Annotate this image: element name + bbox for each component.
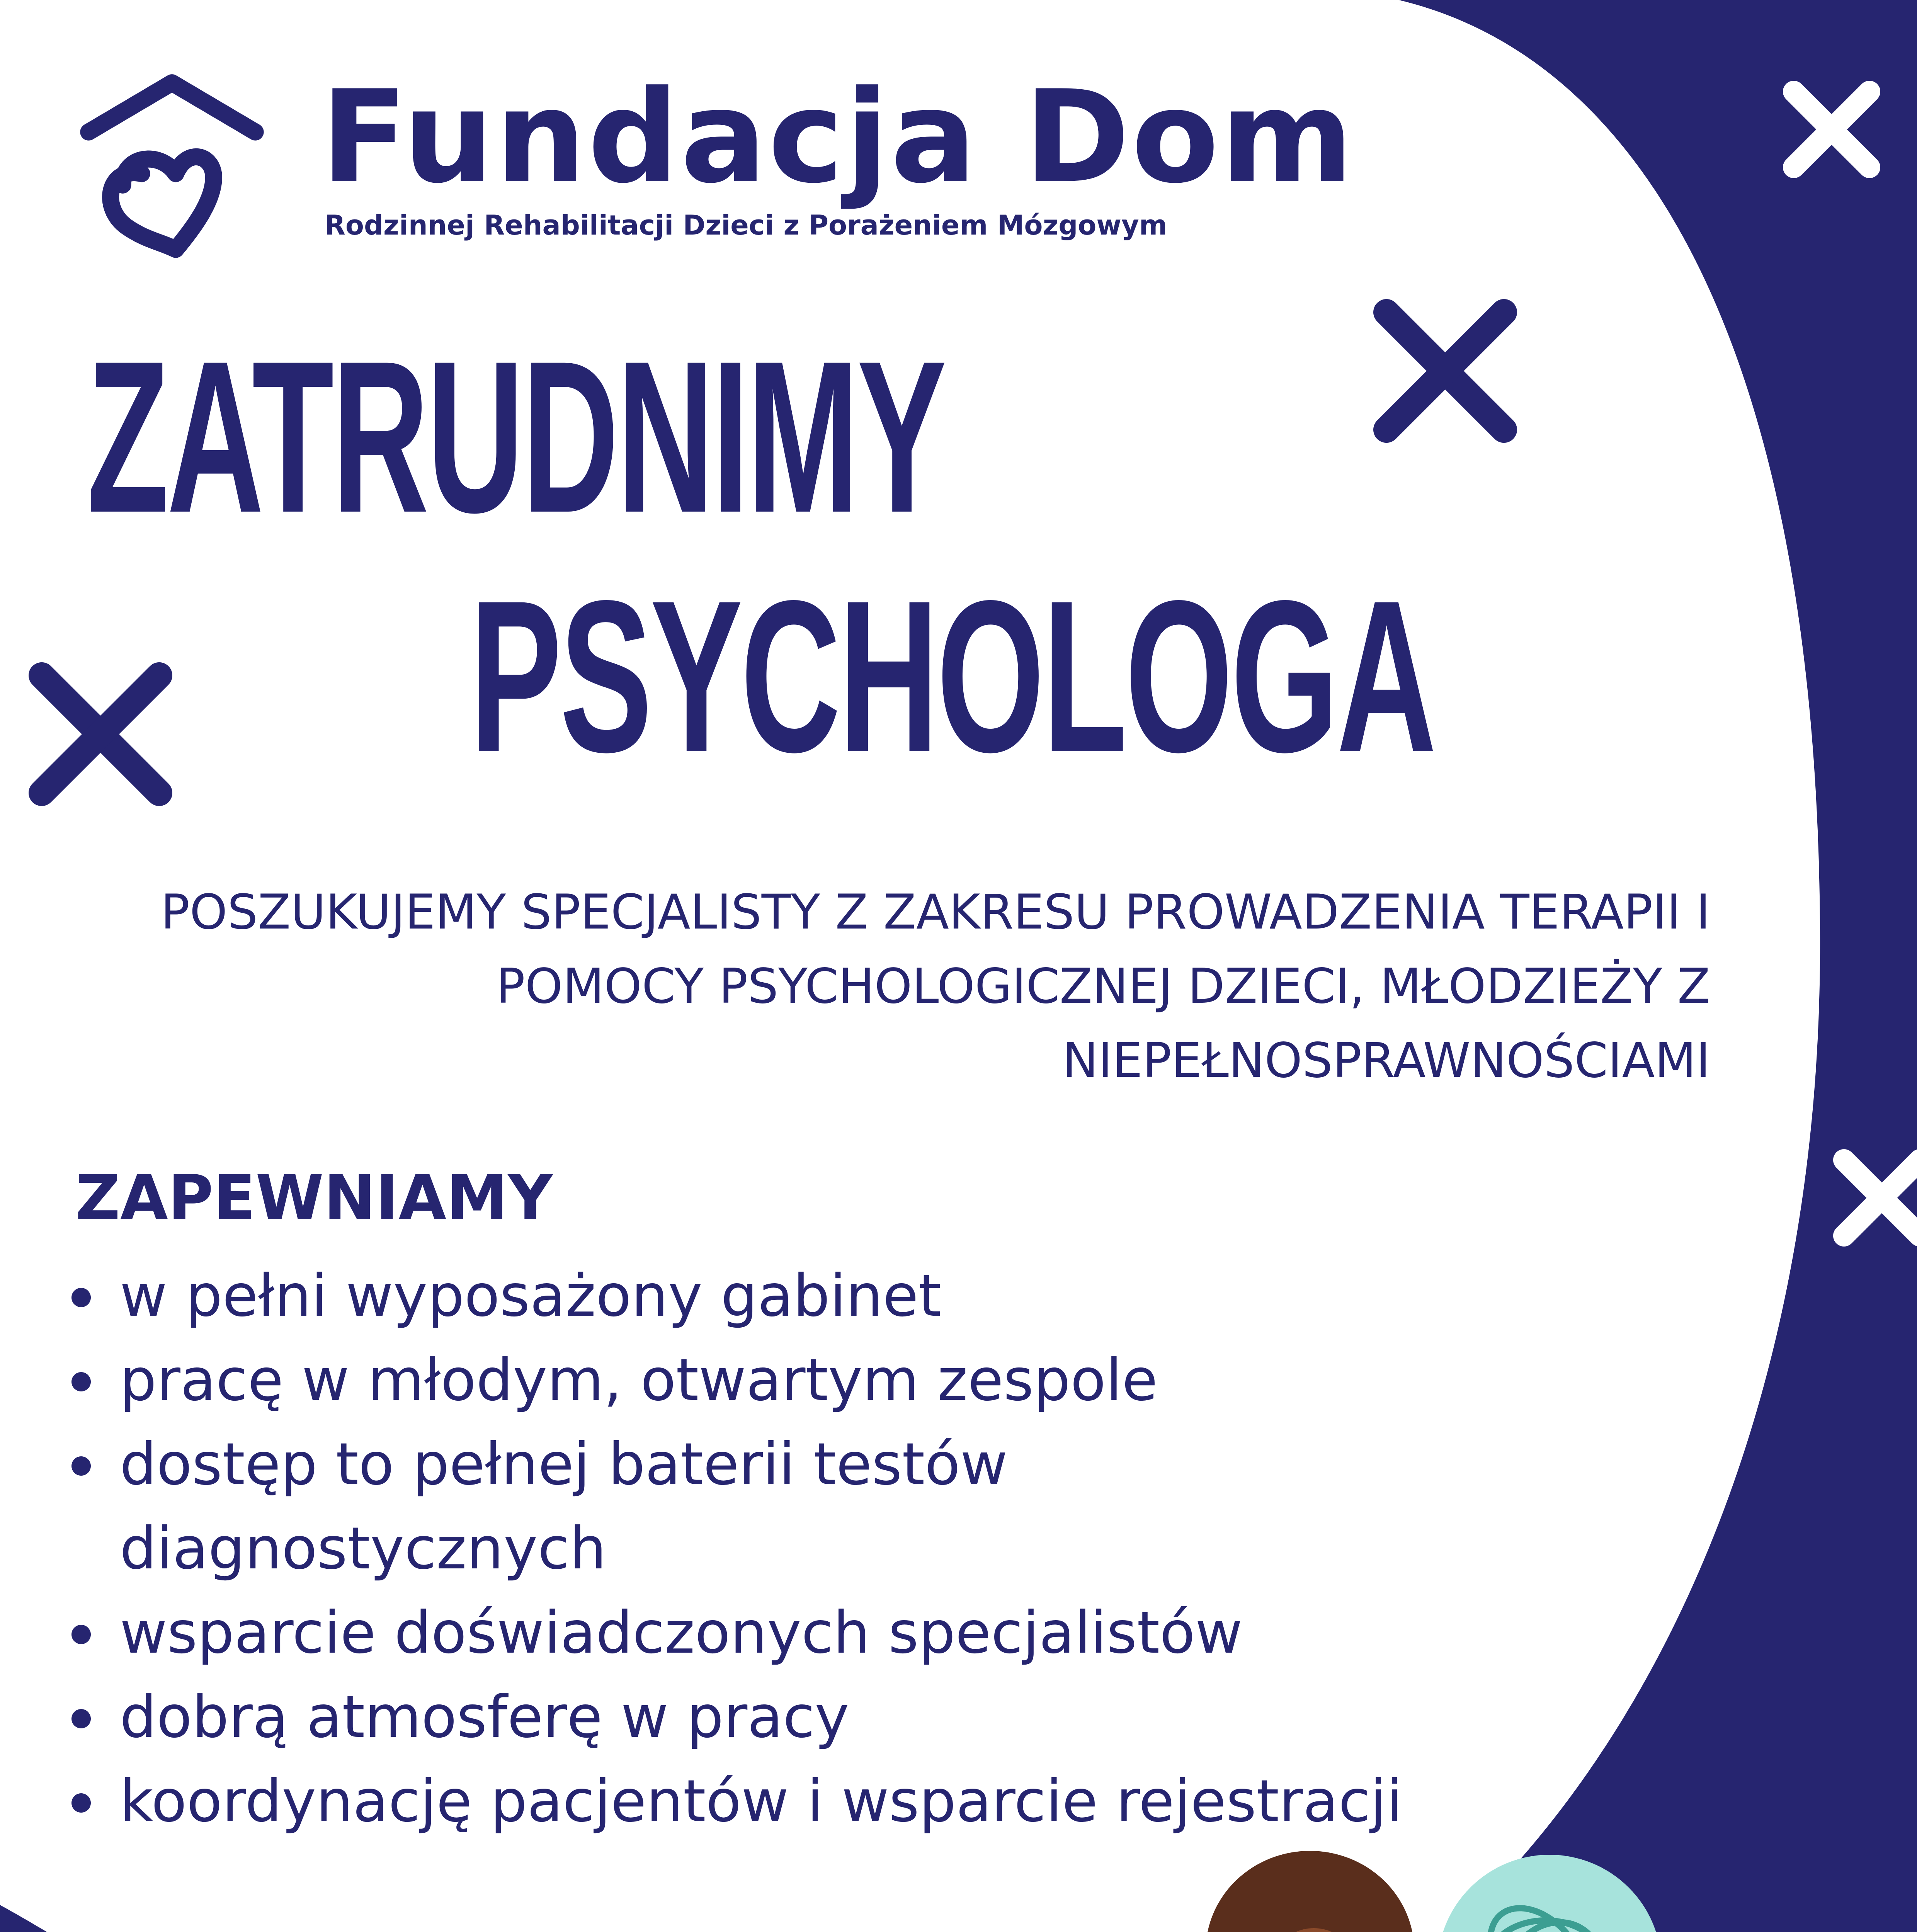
benefits-title: ZAPEWNIAMY: [75, 1162, 553, 1234]
headline-line-2: PSYCHOLOGA: [469, 555, 1435, 797]
benefit-item: w pełni wyposażony gabinet: [66, 1254, 1495, 1338]
benefits-list: [66, 1254, 1495, 1844]
benefit-item: pracę w młodym, otwartym zespole: [66, 1338, 1495, 1422]
benefit-item: wsparcie doświadczonych specjalistów: [66, 1591, 1495, 1675]
benefit-item: koordynację pacjentów i wsparcie rejestracji: [66, 1759, 1495, 1844]
therapy-session-illustration: [1043, 1835, 1917, 1932]
benefit-item: dobrą atmosferę w pracy: [66, 1675, 1495, 1759]
decorative-cross-icon: [1778, 75, 1886, 184]
benefit-item: dostęp to pełnej baterii testów diagnostycznych: [66, 1422, 1067, 1591]
logo-name: Fundacja Dom: [321, 63, 1355, 211]
intro-line: POSZUKUJEMY SPECJALISTY Z ZAKRESU PROWADZENIA TERAPII I: [161, 884, 1710, 940]
decorative-cross-icon: [1828, 1144, 1917, 1252]
logo-subtitle: Rodzinnej Rehabilitacji Dzieci z Porażeniem Mózgowym: [325, 209, 1167, 241]
headline-line-1: ZATRUDNIMY: [87, 316, 945, 558]
decorative-cross-icon: [23, 657, 178, 811]
intro-text: [49, 875, 1710, 1098]
house-heart-icon: [77, 66, 267, 259]
intro-line: NIEPEŁNOSPRAWNOŚCIAMI: [1062, 1033, 1710, 1088]
decorative-cross-icon: [1368, 294, 1522, 448]
intro-line: POMOCY PSYCHOLOGICZNEJ DZIECI, MŁODZIEŻY Z: [496, 959, 1710, 1014]
